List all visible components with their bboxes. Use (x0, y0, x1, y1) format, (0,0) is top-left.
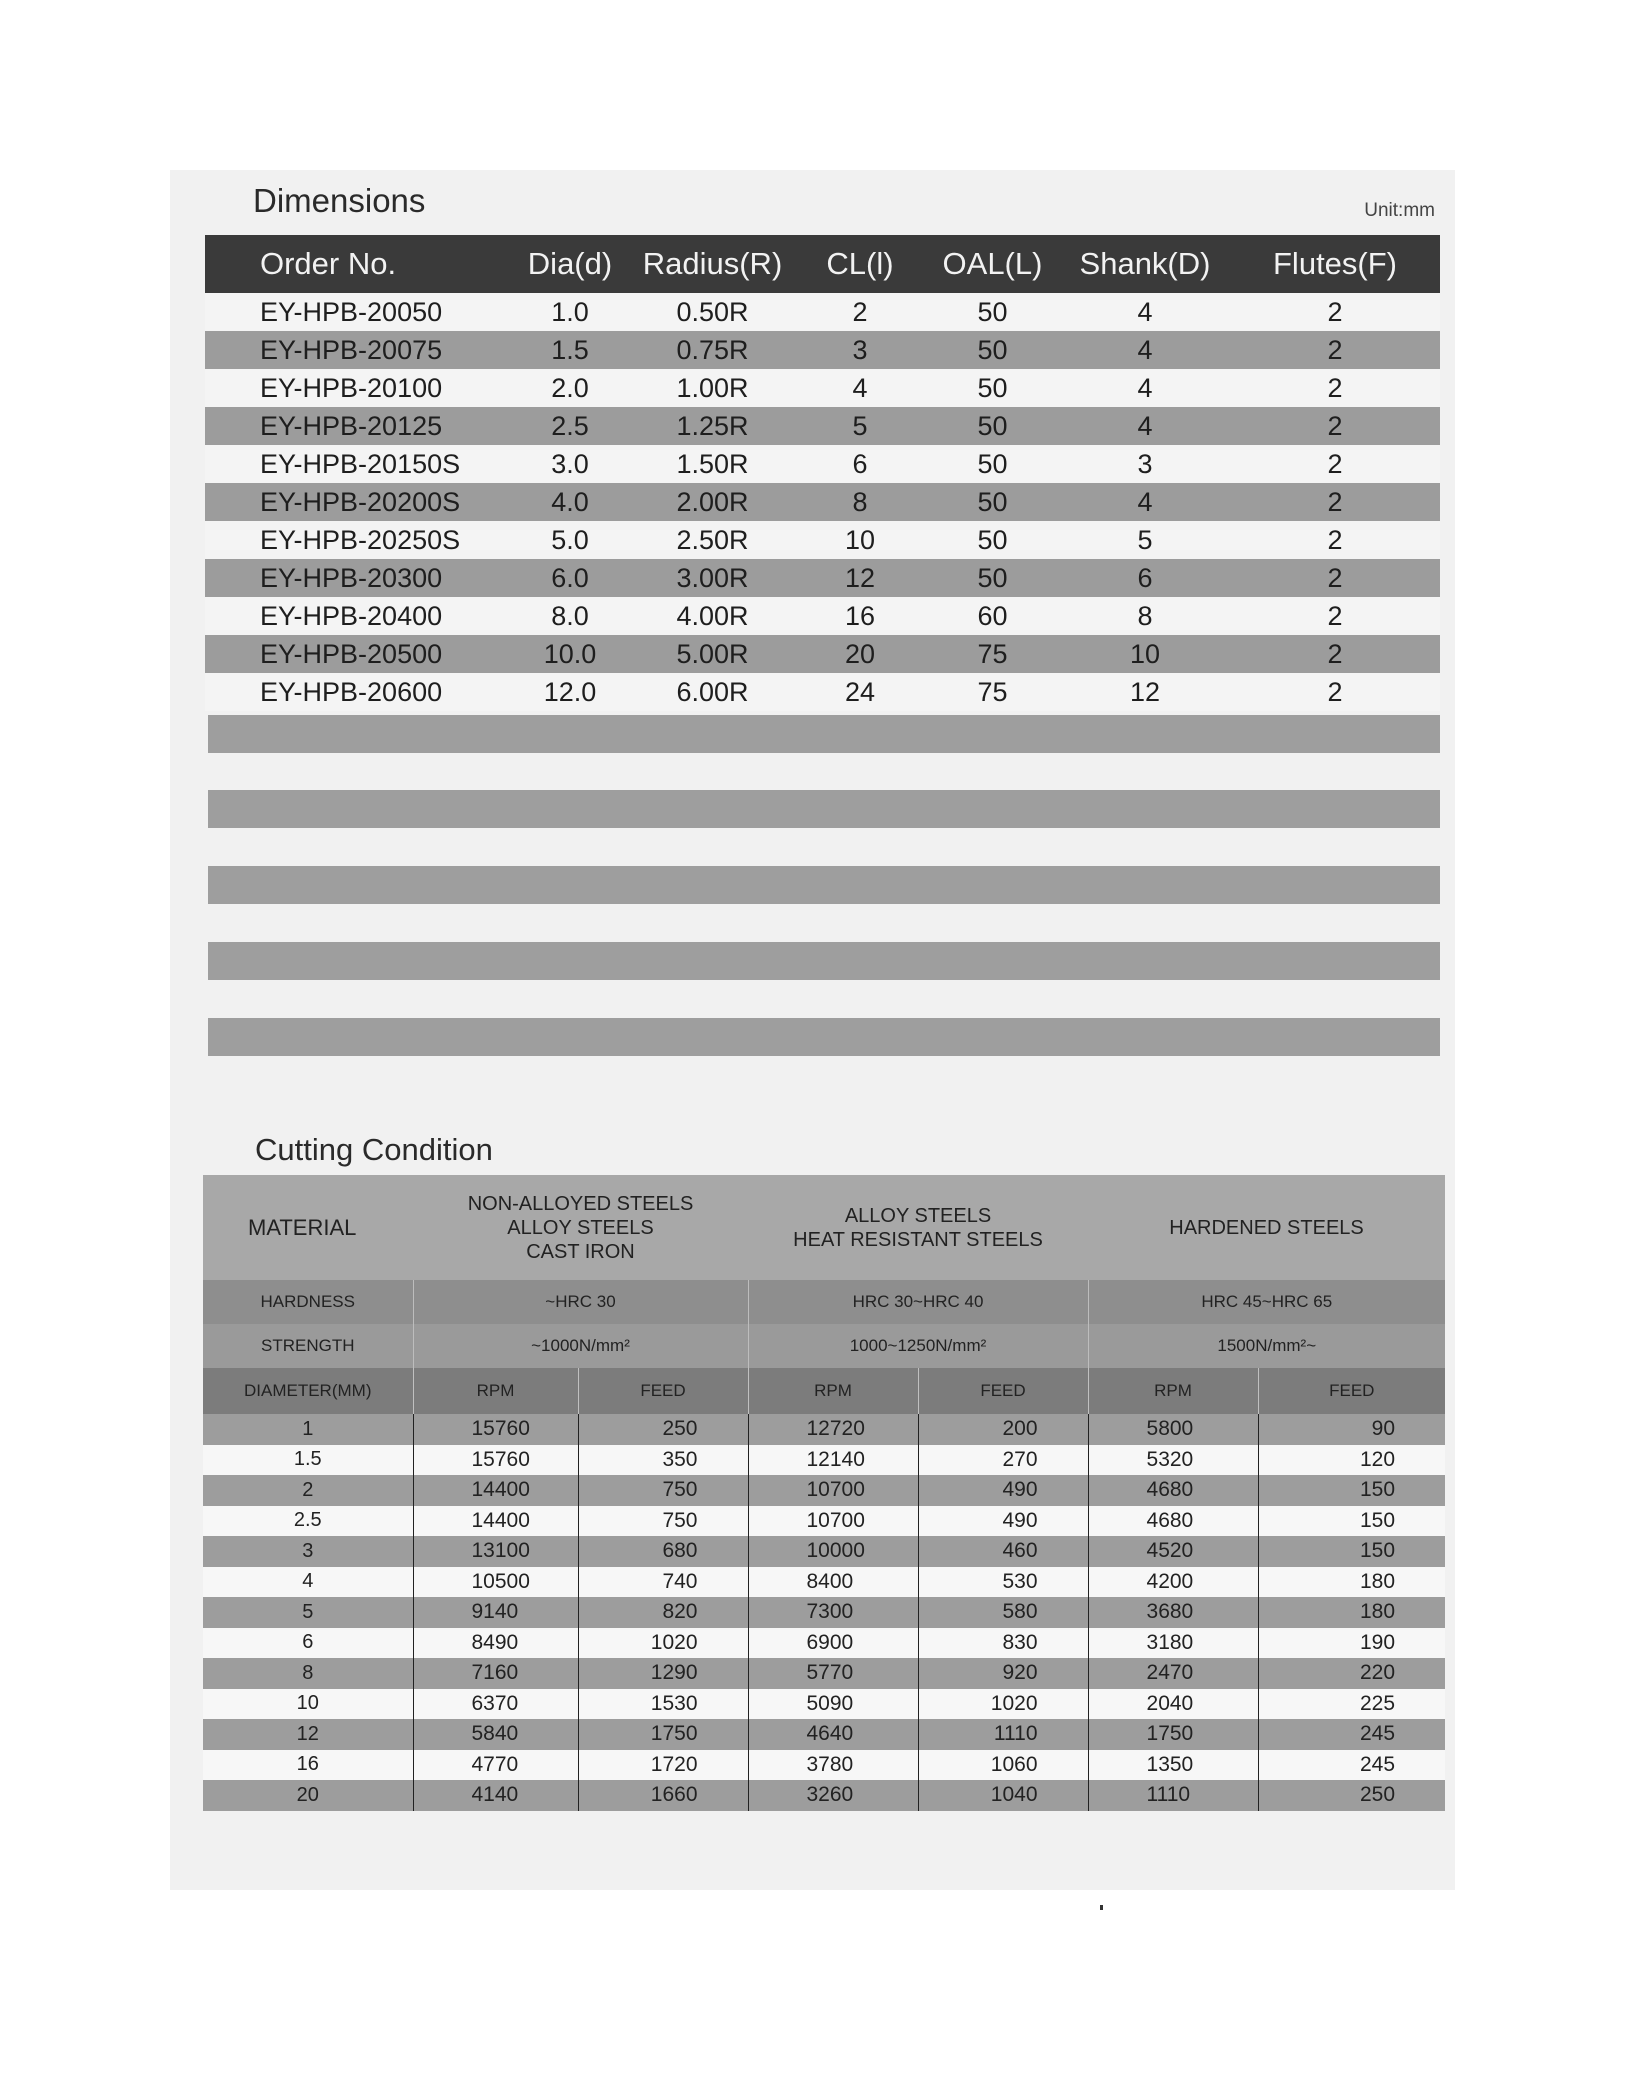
dimension-cell-dia: 6.0 (510, 559, 630, 597)
cutting-row (203, 1475, 1445, 1506)
dimension-cell-order: EY-HPB-20500 (205, 635, 510, 673)
cutting-cell-r2: 6900 (748, 1628, 918, 1659)
dimension-cell-order: EY-HPB-20050 (205, 293, 510, 331)
strength-value: 1000~1250N/mm² (748, 1324, 1088, 1368)
cutting-cell-r3: 1350 (1088, 1750, 1258, 1781)
cutting-cell-r1: 14400 (413, 1506, 578, 1537)
strength-value: ~1000N/mm² (413, 1324, 748, 1368)
cutting-cell-f2: 1110 (918, 1719, 1088, 1750)
cutting-cell-f2: 460 (918, 1536, 1088, 1567)
hardness-row (203, 1280, 1445, 1324)
header-radius: Radius(R) (630, 235, 795, 293)
dimension-row (205, 559, 1440, 597)
dimension-row (205, 673, 1440, 711)
dimension-row (205, 369, 1440, 407)
cutting-cell-f2: 200 (918, 1414, 1088, 1445)
empty-stripe (208, 1018, 1440, 1056)
hardness-label: HARDNESS (203, 1280, 413, 1324)
cutting-cell-f2: 270 (918, 1445, 1088, 1476)
dimension-cell-shank: 5 (1060, 521, 1230, 559)
cutting-cell-dia: 10 (203, 1689, 413, 1720)
cutting-row (203, 1597, 1445, 1628)
cutting-cell-r1: 9140 (413, 1597, 578, 1628)
dimension-cell-order: EY-HPB-20150S (205, 445, 510, 483)
diameter-label: DIAMETER(MM) (203, 1368, 413, 1414)
material-line: HARDENED STEELS (1169, 1216, 1364, 1239)
strength-value: 1500N/mm²~ (1088, 1324, 1445, 1368)
unit-label: Unit:mm (1364, 200, 1435, 221)
dimension-cell-radius: 6.00R (630, 673, 795, 711)
cutting-cell-f2: 1020 (918, 1689, 1088, 1720)
dimension-row (205, 407, 1440, 445)
dimension-cell-dia: 2.0 (510, 369, 630, 407)
feed-header: FEED (1258, 1368, 1445, 1414)
feed-header: FEED (918, 1368, 1088, 1414)
cutting-cell-f1: 750 (578, 1475, 748, 1506)
catalog-sheet (170, 170, 1455, 1890)
cutting-cell-dia: 12 (203, 1719, 413, 1750)
dimension-cell-shank: 8 (1060, 597, 1230, 635)
cutting-cell-r3: 4520 (1088, 1536, 1258, 1567)
header-dia: Dia(d) (510, 235, 630, 293)
dimension-row (205, 597, 1440, 635)
dimensions-title: Dimensions (253, 182, 426, 219)
cutting-row (203, 1445, 1445, 1476)
cutting-row (203, 1719, 1445, 1750)
material-group-2 (748, 1175, 1088, 1280)
dimension-row (205, 331, 1440, 369)
dimension-cell-oal: 50 (925, 369, 1060, 407)
page-mark (1100, 1905, 1103, 1910)
dimension-cell-dia: 3.0 (510, 445, 630, 483)
cutting-cell-f2: 1040 (918, 1780, 1088, 1811)
dimension-cell-flutes: 2 (1230, 673, 1440, 711)
dimension-cell-order: EY-HPB-20200S (205, 483, 510, 521)
dimension-row (205, 635, 1440, 673)
cutting-cell-f3: 90 (1258, 1414, 1445, 1445)
dimension-cell-oal: 75 (925, 673, 1060, 711)
strength-row (203, 1324, 1445, 1368)
cutting-cell-f3: 245 (1258, 1750, 1445, 1781)
cutting-cell-dia: 1.5 (203, 1445, 413, 1476)
dimension-cell-dia: 8.0 (510, 597, 630, 635)
dimension-cell-flutes: 2 (1230, 635, 1440, 673)
cutting-cell-r2: 10700 (748, 1475, 918, 1506)
dimension-cell-dia: 10.0 (510, 635, 630, 673)
empty-stripe (208, 790, 1440, 828)
cutting-cell-f3: 225 (1258, 1689, 1445, 1720)
dimension-cell-cl: 6 (795, 445, 925, 483)
dimension-cell-shank: 4 (1060, 293, 1230, 331)
dimension-cell-radius: 1.00R (630, 369, 795, 407)
cutting-cell-r1: 7160 (413, 1658, 578, 1689)
material-group-3 (1088, 1175, 1445, 1280)
cutting-cell-r3: 1750 (1088, 1719, 1258, 1750)
dimension-cell-flutes: 2 (1230, 407, 1440, 445)
cutting-cell-f1: 680 (578, 1536, 748, 1567)
cutting-cell-f1: 740 (578, 1567, 748, 1598)
cutting-cell-f1: 350 (578, 1445, 748, 1476)
dimension-cell-cl: 12 (795, 559, 925, 597)
cutting-cell-r2: 5090 (748, 1689, 918, 1720)
cutting-cell-r1: 4770 (413, 1750, 578, 1781)
dimension-cell-flutes: 2 (1230, 483, 1440, 521)
cutting-cell-f2: 490 (918, 1506, 1088, 1537)
cutting-cell-r2: 12140 (748, 1445, 918, 1476)
cutting-cell-r2: 12720 (748, 1414, 918, 1445)
cutting-cell-r1: 6370 (413, 1689, 578, 1720)
hardness-value: HRC 45~HRC 65 (1088, 1280, 1445, 1324)
cutting-cell-r2: 3780 (748, 1750, 918, 1781)
cutting-cell-dia: 3 (203, 1536, 413, 1567)
cutting-cell-f1: 250 (578, 1414, 748, 1445)
dimension-cell-dia: 4.0 (510, 483, 630, 521)
dimension-cell-oal: 50 (925, 521, 1060, 559)
dimension-cell-order: EY-HPB-20125 (205, 407, 510, 445)
empty-stripe (208, 715, 1440, 753)
cutting-row (203, 1750, 1445, 1781)
cutting-cell-dia: 4 (203, 1567, 413, 1598)
dimension-cell-radius: 1.50R (630, 445, 795, 483)
cutting-cell-r2: 5770 (748, 1658, 918, 1689)
dimension-cell-shank: 4 (1060, 483, 1230, 521)
column-header-row (203, 1368, 1445, 1414)
dimension-cell-shank: 4 (1060, 331, 1230, 369)
dimension-cell-oal: 50 (925, 293, 1060, 331)
material-line: ALLOY STEELS (844, 1204, 992, 1227)
cutting-cell-f1: 820 (578, 1597, 748, 1628)
cutting-cell-f2: 1060 (918, 1750, 1088, 1781)
cutting-cell-r3: 5800 (1088, 1414, 1258, 1445)
dimension-row (205, 445, 1440, 483)
dimension-cell-radius: 0.75R (630, 331, 795, 369)
cutting-cell-r3: 3180 (1088, 1628, 1258, 1659)
cutting-condition-title: Cutting Condition (255, 1132, 493, 1167)
dimension-row (205, 521, 1440, 559)
dimensions-body (205, 293, 1440, 711)
material-label: MATERIAL (203, 1175, 413, 1280)
cutting-cell-r3: 2040 (1088, 1689, 1258, 1720)
cutting-cell-f1: 750 (578, 1506, 748, 1537)
cutting-cell-r2: 8400 (748, 1567, 918, 1598)
material-group-1 (413, 1175, 748, 1280)
dimension-cell-order: EY-HPB-20100 (205, 369, 510, 407)
cutting-cell-r1: 10500 (413, 1567, 578, 1598)
cutting-cell-r3: 4680 (1088, 1506, 1258, 1537)
rpm-header: RPM (748, 1368, 918, 1414)
empty-stripe (208, 942, 1440, 980)
material-line: NON-ALLOYED STEELS (467, 1192, 694, 1215)
dimension-cell-cl: 8 (795, 483, 925, 521)
dimension-cell-shank: 3 (1060, 445, 1230, 483)
cutting-cell-f2: 920 (918, 1658, 1088, 1689)
dimension-cell-radius: 2.50R (630, 521, 795, 559)
cutting-cell-r1: 13100 (413, 1536, 578, 1567)
cutting-row (203, 1536, 1445, 1567)
cutting-cell-f3: 190 (1258, 1628, 1445, 1659)
dimension-cell-shank: 10 (1060, 635, 1230, 673)
dimension-cell-cl: 3 (795, 331, 925, 369)
cutting-cell-dia: 2 (203, 1475, 413, 1506)
cutting-cell-dia: 16 (203, 1750, 413, 1781)
cutting-cell-r3: 5320 (1088, 1445, 1258, 1476)
cutting-cell-r1: 8490 (413, 1628, 578, 1659)
cutting-cell-r1: 4140 (413, 1780, 578, 1811)
dimension-cell-flutes: 2 (1230, 331, 1440, 369)
dimension-cell-flutes: 2 (1230, 559, 1440, 597)
cutting-cell-f2: 490 (918, 1475, 1088, 1506)
dimension-cell-cl: 10 (795, 521, 925, 559)
cutting-cell-dia: 6 (203, 1628, 413, 1659)
dimension-cell-shank: 4 (1060, 369, 1230, 407)
dimension-cell-flutes: 2 (1230, 521, 1440, 559)
header-cl: CL(l) (795, 235, 925, 293)
dimension-cell-radius: 4.00R (630, 597, 795, 635)
dimension-cell-oal: 50 (925, 483, 1060, 521)
cutting-cell-r2: 10000 (748, 1536, 918, 1567)
material-line: CAST IRON (526, 1240, 635, 1263)
cutting-cell-f3: 180 (1258, 1567, 1445, 1598)
strength-label: STRENGTH (203, 1324, 413, 1368)
cutting-cell-f1: 1720 (578, 1750, 748, 1781)
dimension-cell-radius: 3.00R (630, 559, 795, 597)
rpm-header: RPM (413, 1368, 578, 1414)
cutting-row (203, 1628, 1445, 1659)
cutting-body (203, 1175, 1445, 1811)
cutting-cell-dia: 5 (203, 1597, 413, 1628)
dimension-cell-cl: 24 (795, 673, 925, 711)
dimension-cell-cl: 4 (795, 369, 925, 407)
dimension-cell-flutes: 2 (1230, 293, 1440, 331)
dimension-cell-oal: 60 (925, 597, 1060, 635)
cutting-cell-f1: 1750 (578, 1719, 748, 1750)
dimensions-table (205, 235, 1440, 711)
cutting-cell-dia: 2.5 (203, 1506, 413, 1537)
cutting-cell-f1: 1660 (578, 1780, 748, 1811)
rpm-header: RPM (1088, 1368, 1258, 1414)
dimension-cell-shank: 12 (1060, 673, 1230, 711)
material-row (203, 1175, 1445, 1280)
dimension-cell-radius: 0.50R (630, 293, 795, 331)
cutting-cell-f3: 150 (1258, 1506, 1445, 1537)
dimension-cell-radius: 1.25R (630, 407, 795, 445)
cutting-cell-f3: 150 (1258, 1475, 1445, 1506)
material-line: HEAT RESISTANT STEELS (793, 1228, 1043, 1251)
cutting-row (203, 1506, 1445, 1537)
header-flutes: Flutes(F) (1230, 235, 1440, 293)
empty-stripe (208, 866, 1440, 904)
cutting-cell-f3: 120 (1258, 1445, 1445, 1476)
cutting-cell-f1: 1290 (578, 1658, 748, 1689)
cutting-row (203, 1414, 1445, 1445)
cutting-cell-r3: 4680 (1088, 1475, 1258, 1506)
cutting-cell-r3: 3680 (1088, 1597, 1258, 1628)
cutting-cell-f2: 830 (918, 1628, 1088, 1659)
cutting-cell-f3: 250 (1258, 1780, 1445, 1811)
cutting-cell-f1: 1530 (578, 1689, 748, 1720)
header-order-no: Order No. (205, 235, 510, 293)
dimension-cell-shank: 6 (1060, 559, 1230, 597)
dimension-cell-oal: 50 (925, 559, 1060, 597)
cutting-cell-f2: 580 (918, 1597, 1088, 1628)
dimension-cell-cl: 16 (795, 597, 925, 635)
cutting-cell-f1: 1020 (578, 1628, 748, 1659)
cutting-cell-f3: 220 (1258, 1658, 1445, 1689)
dimensions-header-row (205, 235, 1440, 293)
cutting-row (203, 1658, 1445, 1689)
dimension-cell-oal: 50 (925, 407, 1060, 445)
cutting-cell-r1: 14400 (413, 1475, 578, 1506)
cutting-cell-r3: 4200 (1088, 1567, 1258, 1598)
cutting-cell-r2: 7300 (748, 1597, 918, 1628)
header-oal: OAL(L) (925, 235, 1060, 293)
cutting-cell-r2: 4640 (748, 1719, 918, 1750)
dimension-cell-flutes: 2 (1230, 597, 1440, 635)
dimension-row (205, 483, 1440, 521)
hardness-value: HRC 30~HRC 40 (748, 1280, 1088, 1324)
material-line: ALLOY STEELS (507, 1216, 654, 1239)
cutting-cell-dia: 20 (203, 1780, 413, 1811)
feed-header: FEED (578, 1368, 748, 1414)
dimension-cell-flutes: 2 (1230, 369, 1440, 407)
hardness-value: ~HRC 30 (413, 1280, 748, 1324)
dimension-cell-cl: 5 (795, 407, 925, 445)
dimension-cell-dia: 12.0 (510, 673, 630, 711)
cutting-row (203, 1567, 1445, 1598)
cutting-cell-r2: 10700 (748, 1506, 918, 1537)
cutting-cell-r1: 15760 (413, 1445, 578, 1476)
dimension-cell-cl: 20 (795, 635, 925, 673)
dimension-cell-flutes: 2 (1230, 445, 1440, 483)
dimension-cell-oal: 50 (925, 445, 1060, 483)
dimension-cell-radius: 5.00R (630, 635, 795, 673)
dimension-cell-dia: 1.0 (510, 293, 630, 331)
dimension-cell-order: EY-HPB-20250S (205, 521, 510, 559)
cutting-cell-r3: 2470 (1088, 1658, 1258, 1689)
cutting-cell-f3: 180 (1258, 1597, 1445, 1628)
dimension-cell-order: EY-HPB-20075 (205, 331, 510, 369)
dimension-cell-radius: 2.00R (630, 483, 795, 521)
header-shank: Shank(D) (1060, 235, 1230, 293)
dimension-cell-dia: 1.5 (510, 331, 630, 369)
cutting-row (203, 1689, 1445, 1720)
cutting-cell-f3: 150 (1258, 1536, 1445, 1567)
dimension-cell-dia: 5.0 (510, 521, 630, 559)
cutting-cell-dia: 8 (203, 1658, 413, 1689)
dimension-cell-order: EY-HPB-20600 (205, 673, 510, 711)
cutting-row (203, 1780, 1445, 1811)
cutting-cell-r1: 5840 (413, 1719, 578, 1750)
dimension-cell-order: EY-HPB-20300 (205, 559, 510, 597)
dimension-row (205, 293, 1440, 331)
cutting-condition-table (203, 1175, 1445, 1811)
cutting-cell-r3: 1110 (1088, 1780, 1258, 1811)
cutting-cell-f3: 245 (1258, 1719, 1445, 1750)
cutting-cell-dia: 1 (203, 1414, 413, 1445)
dimension-cell-order: EY-HPB-20400 (205, 597, 510, 635)
cutting-cell-f2: 530 (918, 1567, 1088, 1598)
dimension-cell-oal: 75 (925, 635, 1060, 673)
dimension-cell-shank: 4 (1060, 407, 1230, 445)
cutting-cell-r2: 3260 (748, 1780, 918, 1811)
dimension-cell-dia: 2.5 (510, 407, 630, 445)
dimension-cell-cl: 2 (795, 293, 925, 331)
cutting-cell-r1: 15760 (413, 1414, 578, 1445)
dimension-cell-oal: 50 (925, 331, 1060, 369)
